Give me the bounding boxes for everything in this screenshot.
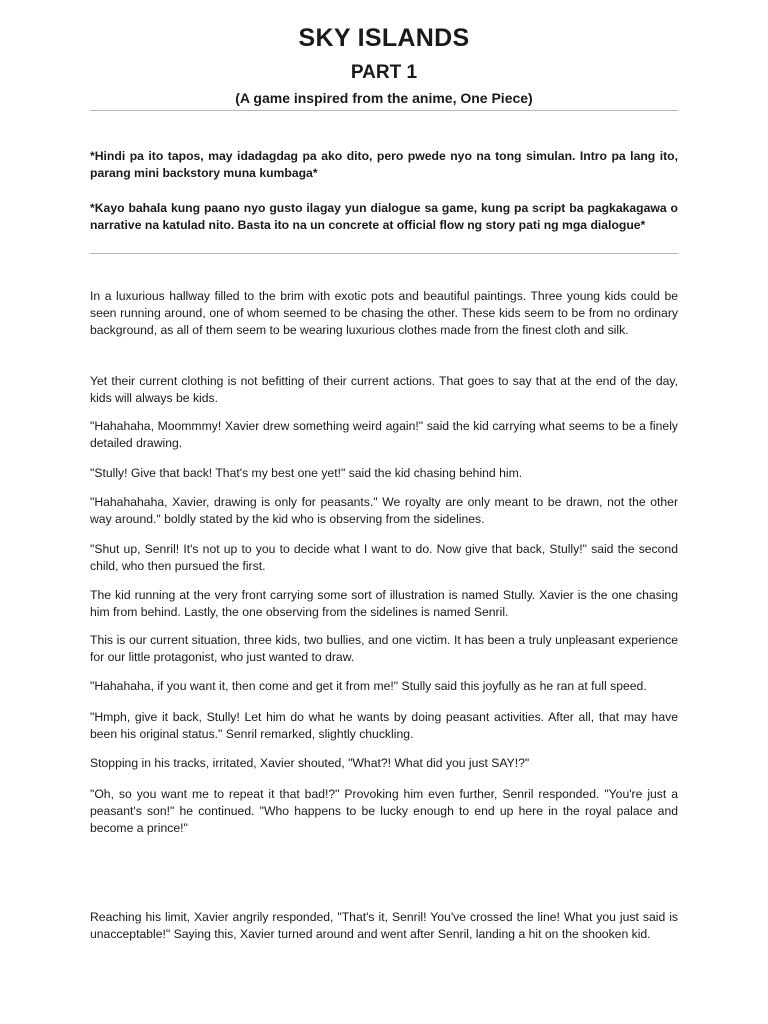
story-paragraph: This is our current situation, three kids, two bullies, and one victim. It has been a truly unpleasant experience for our little protagonist, who just wanted to draw. [90,633,678,664]
part-heading: PART 1 [350,62,418,83]
author-note: *Hindi pa ito tapos, may idadagdag pa ako dito, pero pwede nyo na tong simulan. Intro pa lang ito, parang mini backstory muna kumbaga* [90,149,678,180]
story-paragraph: "Hmph, give it back, Stully! Let him do what he wants by doing peasant activities. After all, that may have been his original status." Senril remarked, slightly chuckling. [90,710,678,741]
document-title: SKY ISLANDS [298,24,470,52]
story-paragraph: "Stully! Give that back! That's my best one yet!" said the kid chasing behind him. [90,466,523,480]
story-paragraph: "Hahahaha, Moommmy! Xavier drew something weird again!" said the kid carrying what seems to be a finely detailed drawing. [90,419,678,450]
story-paragraph: "Hahahahaha, Xavier, drawing is only for peasants." We royalty are only meant to be drawn, not the other way around." boldly stated by the kid who is observing from the sidelines. [90,495,678,526]
story-paragraph: "Shut up, Senril! It's not up to you to decide what I want to do. Now give that back, Stully!" said the second child, who then pursued the first. [90,542,678,573]
story-paragraph: "Oh, so you want me to repeat it that bad!?" Provoking him even further, Senril responded. "You're just a peasant's son!" he continued. "Who happens to be lucky enough to end up here in the royal palace and become a prince!" [90,787,678,835]
header-divider [90,110,678,111]
story-paragraph: Reaching his limit, Xavier angrily responded, "That's it, Senril! You've crossed the line! What you just said is unacceptable!" Saying this, Xavier turned around and went after Senril, landing a hit on the shooken kid. [90,910,678,941]
story-paragraph: In a luxurious hallway filled to the brim with exotic pots and beautiful paintings. Three young kids could be seen running around, one of whom seemed to be chasing the other. These kids seem to be from no ordinary background, as all of them seem to be wearing luxurious clothes made from the finest cloth and silk. [90,289,678,337]
story-paragraph: "Hahahaha, if you want it, then come and get it from me!" Stully said this joyfully as he ran at full speed. [90,679,647,693]
author-note: *Kayo bahala kung paano nyo gusto ilagay yun dialogue sa game, kung pa script ba pagkakagawa o narrative na katulad nito. Basta ito na un concrete at official flow ng story pati ng mga dialogue* [90,201,678,232]
inspiration-note: (A game inspired from the anime, One Piece) [235,90,533,106]
section-divider [90,253,678,254]
story-paragraph: Yet their current clothing is not befitting of their current actions. That goes to say that at the end of the day, kids will always be kids. [90,374,678,405]
story-paragraph: The kid running at the very front carrying some sort of illustration is named Stully. Xavier is the one chasing him from behind. Lastly, the one observing from the sidelines is named Senril. [90,588,678,619]
story-paragraph: Stopping in his tracks, irritated, Xavier shouted, "What?! What did you just SAY!?" [90,756,530,770]
